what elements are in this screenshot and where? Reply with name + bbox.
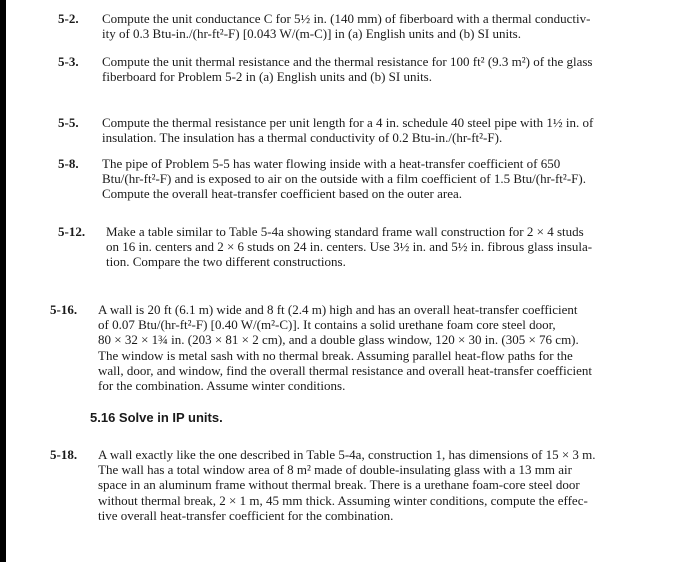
problem-line: Compute the unit conductance C for 5½ in. (140 mm) of fiberboard with a thermal conductiv- (102, 11, 591, 26)
left-edge-bar (0, 0, 6, 562)
problem-line: A wall exactly like the one described in Table 5-4a, construction 1, has dimensions of 15 × 3 m. (98, 447, 596, 462)
problem-number: 5-16. (50, 302, 78, 317)
problem-line: fiberboard for Problem 5-2 in (a) English units and (b) SI units. (102, 69, 432, 85)
problem-number: 5-5. (58, 115, 79, 130)
problem-text (102, 54, 658, 84)
problem-line: insulation. The insulation has a thermal conductivity of 0.2 Btu-in./(hr-ft²-F). (102, 130, 503, 146)
problem-text (102, 156, 658, 202)
problem-line: tive overall heat-transfer coefficient for the combination. (98, 507, 394, 523)
problem-text (98, 447, 650, 523)
problem-number: 5-12. (58, 224, 86, 239)
problem-number: 5-8. (58, 156, 79, 171)
problem-line: without thermal break, 2 × 1 m, 45 mm thick. Assuming winter conditions, compute the effec- (98, 492, 588, 508)
problem-line: space in an aluminum frame without thermal break. There is a urethane foam-core steel door (98, 477, 580, 493)
problem-line: A wall is 20 ft (6.1 m) wide and 8 ft (2.4 m) high and has an overall heat-transfer coefficient (98, 302, 578, 317)
problem-line: The window is metal sash with no thermal break. Assuming parallel heat-flow paths for the (98, 347, 573, 363)
problem-line: for the combination. Assume winter conditions. (98, 378, 346, 394)
problem-text (102, 115, 658, 145)
problem-line: ity of 0.3 Btu-in./(hr-ft²-F) [0.043 W/(m-C)] in (a) English units and (b) SI units. (102, 26, 521, 42)
problem-line: The pipe of Problem 5-5 has water flowing inside with a heat-transfer coefficient of 650 (102, 156, 561, 171)
problem-line: Make a table similar to Table 5-4a showing standard frame wall construction for 2 × 4 studs (106, 224, 584, 239)
problem-line: The wall has a total window area of 8 m² made of double-insulating glass with a 13 mm air (98, 462, 572, 478)
problem-line: tion. Compare the two different constructions. (106, 254, 346, 270)
solve-note: 5.16 Solve in IP units. (90, 410, 223, 425)
problem-line: Compute the overall heat-transfer coefficient based on the outer area. (102, 186, 462, 202)
problem-line: of 0.07 Btu/(hr-ft²-F) [0.40 W/(m²-C)]. It contains a solid urethane foam core steel door, (98, 317, 556, 333)
problem-text (98, 302, 650, 393)
problem-line: 80 × 32 × 1¾ in. (203 × 81 × 2 cm), and a double glass window, 120 × 30 in. (305 × 76 cm). (98, 332, 579, 348)
problem-number: 5-3. (58, 54, 79, 69)
problem-number: 5-2. (58, 11, 79, 26)
problem-line: Compute the unit thermal resistance and the thermal resistance for 100 ft² (9.3 m²) of the glass (102, 54, 593, 69)
problem-line: wall, door, and window, find the overall thermal resistance and overall heat-transfer coefficient (98, 362, 593, 378)
problem-text (102, 11, 658, 41)
problem-number: 5-18. (50, 447, 78, 462)
problem-line: Compute the thermal resistance per unit length for a 4 in. schedule 40 steel pipe with 1½ in. of (102, 115, 594, 130)
problem-line: Btu/(hr-ft²-F) and is exposed to air on the outside with a film coefficient of 1.5 Btu/(hr-ft²-F). (102, 171, 586, 187)
problem-text (106, 224, 658, 270)
problem-line: on 16 in. centers and 2 × 6 studs on 24 in. centers. Use 3½ in. and 5½ in. fibrous glass insula- (106, 239, 593, 255)
